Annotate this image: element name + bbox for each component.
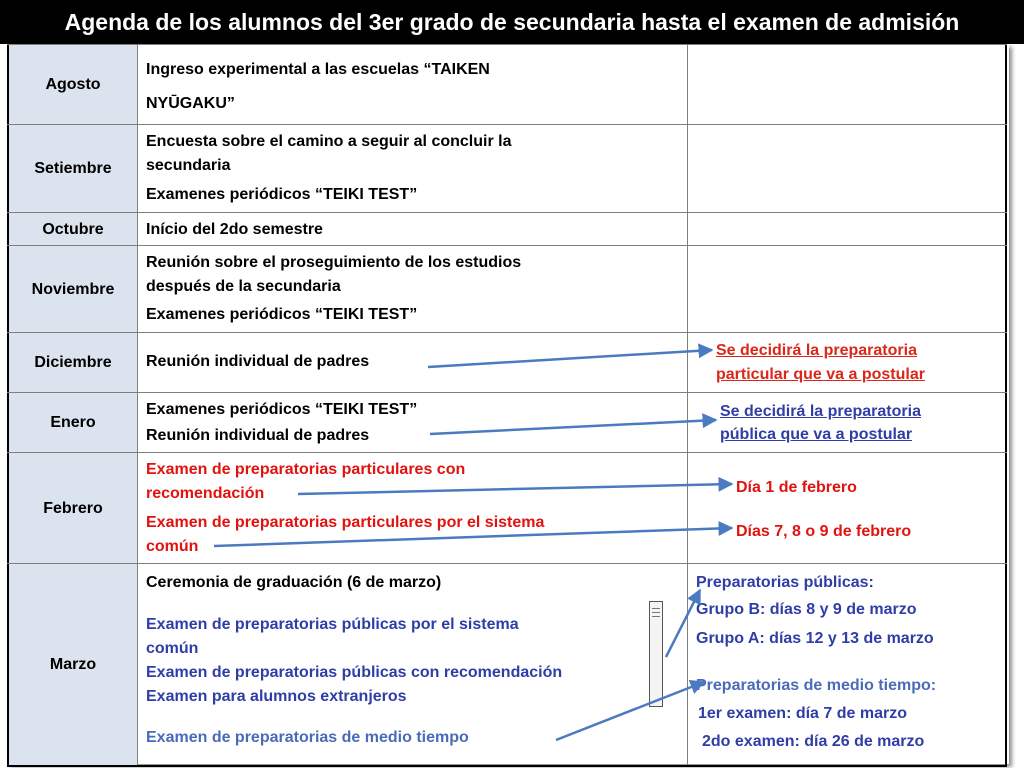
bracket-icon bbox=[649, 601, 663, 707]
activity-line: Examen para alumnos extranjeros bbox=[146, 688, 407, 705]
activity-cell bbox=[137, 453, 688, 564]
activity-line: común bbox=[146, 640, 199, 657]
note-marzo-6: 2do examen: día 26 de marzo bbox=[702, 733, 925, 750]
activity-line: Examen de preparatorias públicas con recomendación bbox=[146, 664, 563, 681]
note-diciembre-2: particular que va a postular bbox=[716, 366, 925, 383]
table-row bbox=[7, 212, 1007, 246]
activity-line: Examenes periódicos “TEIKI TEST” bbox=[146, 186, 418, 203]
note-cell bbox=[687, 453, 1007, 564]
activity-line: recomendación bbox=[146, 485, 265, 502]
activity-cell bbox=[137, 564, 688, 765]
note-enero-2: pública que va a postular bbox=[720, 426, 913, 443]
note-febrero-2: Días 7, 8 o 9 de febrero bbox=[736, 523, 912, 540]
note-cell bbox=[687, 213, 1007, 246]
activity-cell bbox=[137, 246, 688, 333]
note-diciembre-1: Se decidirá la preparatoria bbox=[716, 342, 917, 359]
note-cell bbox=[687, 45, 1007, 125]
activity-line: Ingreso experimental a las escuelas “TAIKEN bbox=[146, 61, 490, 78]
note-marzo-5: 1er examen: día 7 de marzo bbox=[698, 705, 907, 722]
activity-line: secundaria bbox=[146, 157, 231, 174]
activity-line: Reunión sobre el proseguimiento de los estudios bbox=[146, 254, 522, 271]
activity-line: Examen de preparatorias públicas por el sistema bbox=[146, 616, 519, 633]
note-cell bbox=[687, 125, 1007, 213]
activity-cell bbox=[137, 125, 688, 213]
note-marzo-3: Grupo A: días 12 y 13 de marzo bbox=[696, 630, 934, 647]
month-cell: Enero bbox=[7, 393, 137, 453]
month-cell: Agosto bbox=[7, 45, 137, 125]
activity-line: después de la secundaria bbox=[146, 278, 341, 295]
activity-line: Encuesta sobre el camino a seguir al concluir la bbox=[146, 133, 512, 150]
activity-line: Examen de preparatorias particulares por el sistema bbox=[146, 514, 545, 531]
note-marzo-4: Preparatorias de medio tiempo: bbox=[696, 677, 937, 694]
activity-line: Examenes periódicos “TEIKI TEST” bbox=[146, 401, 418, 418]
note-marzo-2: Grupo B: días 8 y 9 de marzo bbox=[696, 601, 917, 618]
activity-line: Examen de preparatorias de medio tiempo bbox=[146, 729, 469, 746]
activity-line: Examenes periódicos “TEIKI TEST” bbox=[146, 306, 418, 323]
note-cell bbox=[687, 246, 1007, 333]
table-row bbox=[7, 452, 1007, 564]
note-febrero-1: Día 1 de febrero bbox=[736, 479, 857, 496]
activity-line: Ceremonia de graduación (6 de marzo) bbox=[146, 574, 442, 591]
note-marzo-1: Preparatorias públicas: bbox=[696, 574, 874, 591]
activity-line: Examen de preparatorias particulares con bbox=[146, 461, 466, 478]
activity-cell bbox=[137, 45, 688, 125]
activity-line: Início del 2do semestre bbox=[146, 221, 323, 238]
month-cell: Setiembre bbox=[7, 125, 137, 213]
activity-cell bbox=[137, 213, 688, 246]
activity-line: común bbox=[146, 538, 199, 555]
table-row bbox=[7, 44, 1007, 125]
activity-cell bbox=[137, 333, 688, 393]
page-title: Agenda de los alumnos del 3er grado de secundaria hasta el examen de admisión bbox=[0, 0, 1024, 44]
activity-cell bbox=[137, 393, 688, 453]
activity-line: Reunión individual de padres bbox=[146, 427, 370, 444]
month-cell: Diciembre bbox=[7, 333, 137, 393]
month-cell: Octubre bbox=[7, 213, 137, 246]
activity-line: Reunión individual de padres bbox=[146, 353, 370, 370]
activity-line: NYŪGAKU” bbox=[146, 95, 235, 112]
table-row bbox=[7, 245, 1007, 333]
month-cell: Noviembre bbox=[7, 246, 137, 333]
month-cell: Febrero bbox=[7, 453, 137, 564]
month-cell: Marzo bbox=[7, 564, 137, 765]
table-row bbox=[7, 124, 1007, 213]
note-enero-1: Se decidirá la preparatoria bbox=[720, 403, 921, 420]
